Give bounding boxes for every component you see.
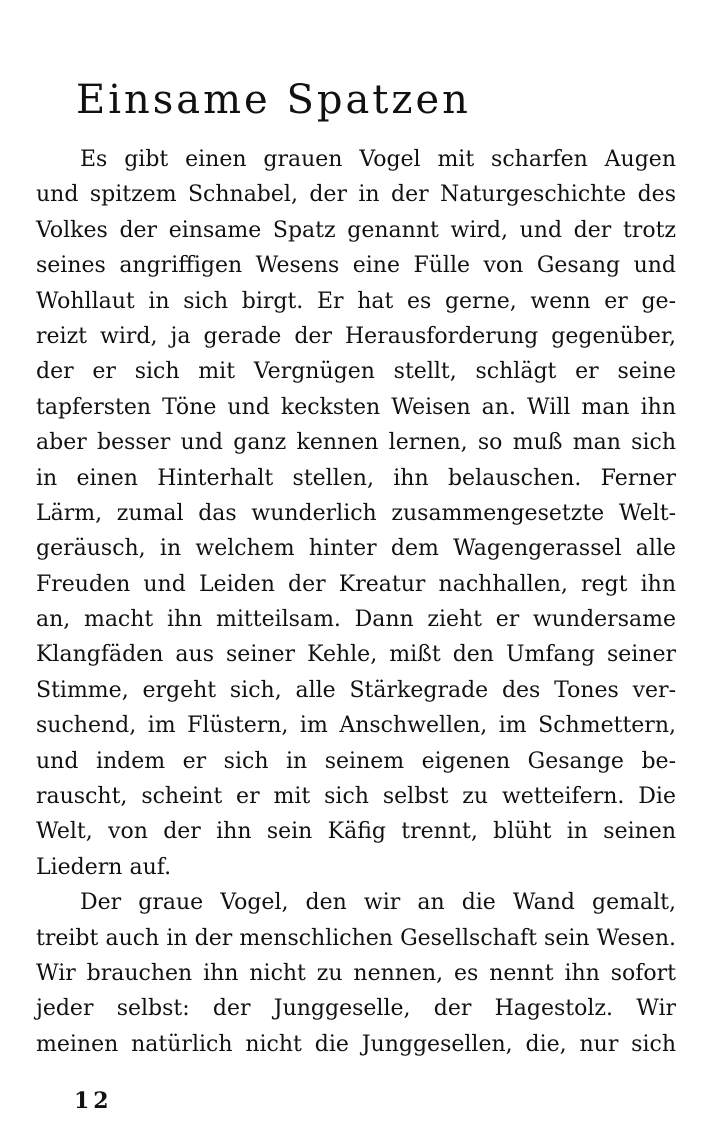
text-line: Freuden und Leiden der Kreatur nachhallen, regt ihn bbox=[36, 571, 676, 597]
text-line: Es gibt einen grauen Vogel mit scharfen Augen bbox=[80, 147, 676, 172]
text-line: meinen natürlich nicht die Junggesellen, die, nur sich bbox=[36, 1031, 676, 1057]
text-line: und indem er sich in seinem eigenen Gesange be- bbox=[36, 748, 676, 774]
text-line: suchend, im Flüstern, im Anschwellen, im Schmettern, bbox=[36, 713, 676, 739]
text-line: Wohllaut in sich birgt. Er hat es gerne, wenn er ge- bbox=[36, 288, 676, 314]
text-line: Wir brauchen ihn nicht zu nennen, es nennt ihn sofort bbox=[36, 960, 676, 986]
text-line: der er sich mit Vergnügen stellt, schlägt er seine bbox=[36, 359, 676, 385]
text-line: und spitzem Schnabel, der in der Naturgeschichte des bbox=[36, 182, 676, 208]
page-number: 12 bbox=[74, 1088, 113, 1114]
text-line: in einen Hinterhalt stellen, ihn belauschen. Ferner bbox=[36, 465, 676, 491]
text-line: Welt, von der ihn sein Käfig trennt, blüht in seinen bbox=[36, 819, 676, 845]
text-line: treibt auch in der menschlichen Gesellschaft sein Wesen. bbox=[36, 925, 676, 951]
text-line: aber besser und ganz kennen lernen, so muß man sich bbox=[36, 430, 676, 456]
text-line: rauscht, scheint er mit sich selbst zu wetteifern. Die bbox=[36, 784, 676, 810]
text-line: an, macht ihn mitteilsam. Dann zieht er wundersame bbox=[36, 607, 676, 633]
text-line: Stimme, ergeht sich, alle Stärkegrade des Tones ver- bbox=[36, 677, 676, 703]
text-line: Klangfäden aus seiner Kehle, mißt den Umfang seiner bbox=[36, 642, 676, 668]
text-line: reizt wird, ja gerade der Herausforderung gegenüber, bbox=[36, 323, 676, 349]
text-line: Der graue Vogel, den wir an die Wand gemalt, bbox=[80, 890, 676, 916]
chapter-title: Einsame Spatzen bbox=[76, 77, 471, 123]
text-line: Liedern auf. bbox=[36, 854, 172, 880]
text-line: tapfersten Töne und kecksten Weisen an. Will man ihn bbox=[36, 394, 676, 420]
body-text bbox=[36, 142, 676, 1062]
text-line: seines angriffigen Wesens eine Fülle von Gesang und bbox=[36, 253, 676, 279]
paragraph-2 bbox=[36, 885, 676, 1062]
text-line: geräusch, in welchem hinter dem Wagengerassel alle bbox=[36, 536, 676, 562]
paragraph-1 bbox=[36, 142, 676, 885]
text-line: Volkes der einsame Spatz genannt wird, und der trotz bbox=[36, 217, 676, 243]
text-line: jeder selbst: der Junggeselle, der Hagestolz. Wir bbox=[36, 996, 676, 1022]
text-line: Lärm, zumal das wunderlich zusammengesetzte Welt- bbox=[36, 500, 676, 526]
